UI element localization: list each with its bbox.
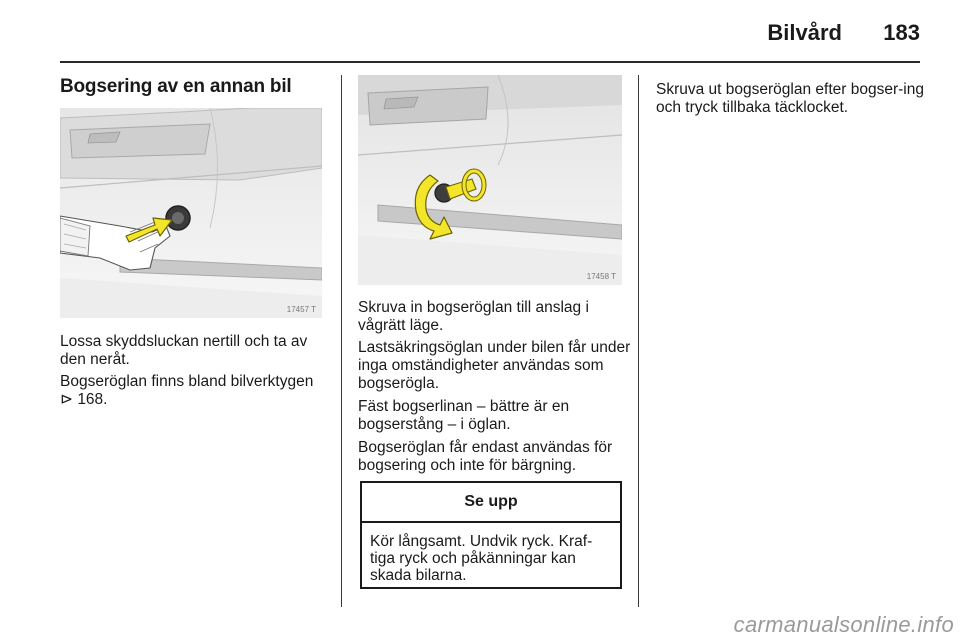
paragraph-towing-only: Bogseröglan får endast användas för bogsering och inte för bärgning. bbox=[358, 439, 613, 474]
column-divider-right bbox=[638, 75, 639, 607]
paragraph-tools-text: Bogseröglan finns bland bilverktygen bbox=[60, 373, 314, 390]
reference-page[interactable]: 168. bbox=[77, 391, 108, 408]
towing-eye-screw-in-illustration bbox=[358, 75, 622, 285]
column-divider-left bbox=[341, 75, 342, 607]
paragraph-unscrew: Skruva ut bogseröglan efter bogser-ing och tryck tillbaka täcklocket. bbox=[656, 81, 924, 116]
paragraph-screw-in: Skruva in bogseröglan till anslag i vågrätt läge. bbox=[358, 299, 589, 334]
figure-2 bbox=[358, 75, 622, 285]
header-divider bbox=[60, 61, 920, 63]
reference-symbol: ⊳ bbox=[60, 391, 73, 408]
hand-pressing-cover-illustration bbox=[60, 108, 322, 318]
watermark: carmanualsonline.info bbox=[733, 612, 954, 637]
page-number: 183 bbox=[883, 20, 920, 45]
caution-text: Kör långsamt. Undvik ryck. Kraf-tiga ryck och påkänningar kan skada bilarna. bbox=[370, 533, 593, 584]
figure-code-2: 17458 T bbox=[586, 272, 616, 281]
chapter-title: Bilvård bbox=[767, 20, 842, 45]
figure-code-1: 17457 T bbox=[286, 305, 316, 314]
section-title: Bogsering av en annan bil bbox=[60, 76, 292, 97]
caution-box bbox=[360, 481, 622, 589]
paragraph-tools-location bbox=[60, 373, 330, 409]
paragraph-remove-cover: Lossa skyddsluckan nertill och ta av den neråt. bbox=[60, 333, 308, 368]
paragraph-attach-rope: Fäst bogserlinan – bättre är en bogserstång – i öglan. bbox=[358, 398, 570, 433]
caution-title: Se upp bbox=[362, 483, 620, 523]
figure-1 bbox=[60, 108, 322, 318]
paragraph-lashing-eye: Lastsäkringsöglan under bilen får under inga omständigheter användas som bogserögla. bbox=[358, 339, 631, 392]
